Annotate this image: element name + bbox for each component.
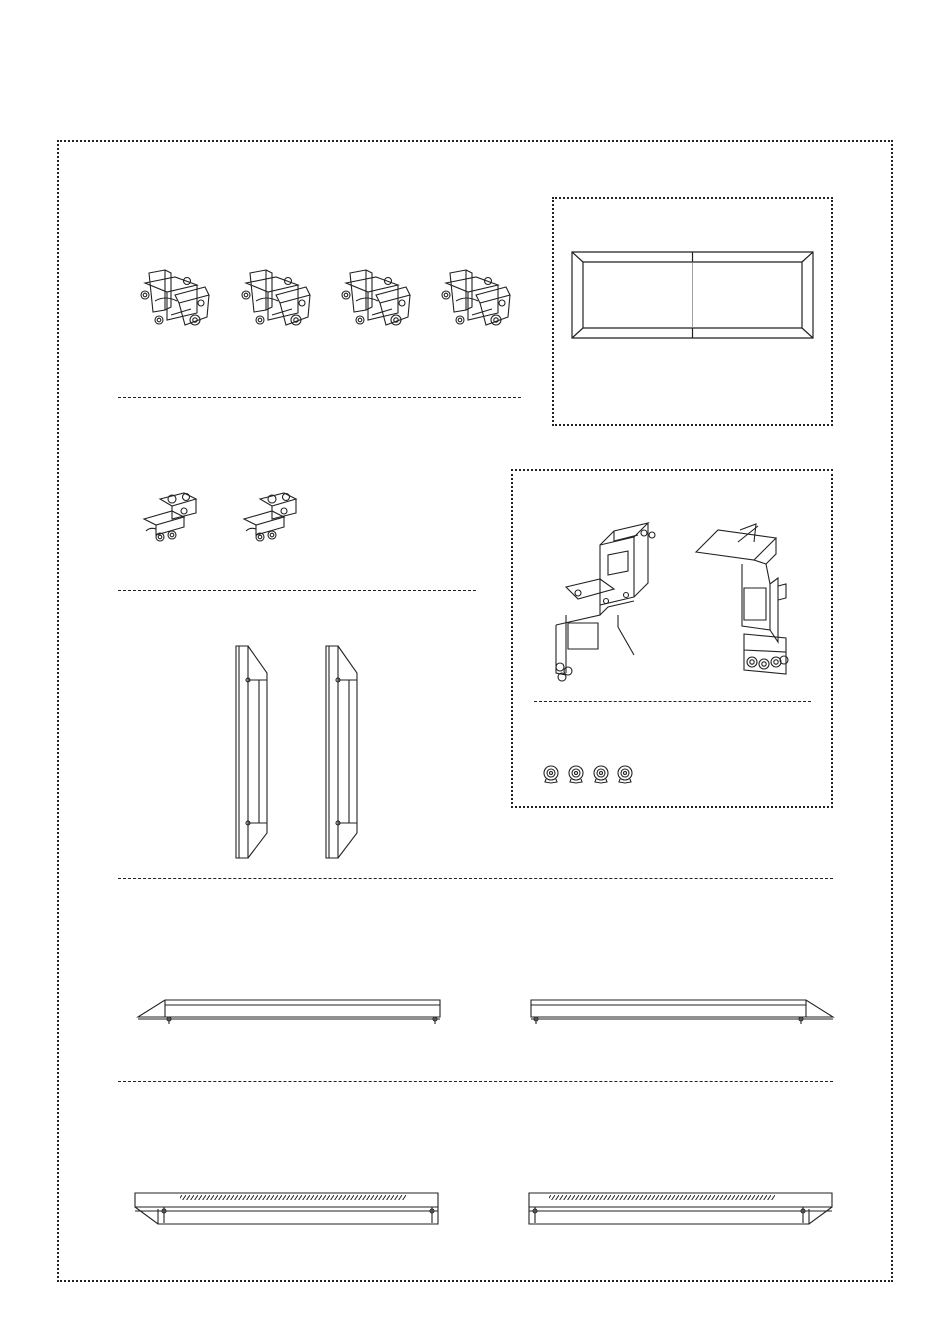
screw-icon <box>542 764 562 784</box>
vertical-rail-icon <box>235 645 269 859</box>
separator-line <box>118 878 833 879</box>
vertical-rail-icon <box>325 645 359 859</box>
separator-line <box>534 701 811 702</box>
separator-line <box>118 397 521 398</box>
small-connector-icon <box>238 489 300 547</box>
top-rail-left-icon <box>137 997 442 1025</box>
separator-line <box>118 590 476 591</box>
frame-panel-icon <box>571 251 814 339</box>
screw-icon <box>567 764 587 784</box>
screw-icon <box>616 764 636 784</box>
top-rail-right-icon <box>529 997 834 1025</box>
bottom-rail-left-icon <box>134 1189 440 1227</box>
corner-bracket-icon <box>135 265 215 335</box>
corner-bracket-icon <box>336 265 416 335</box>
bottom-rail-right-icon <box>527 1189 833 1227</box>
mounting-bracket-right-icon <box>692 522 796 678</box>
small-connector-icon <box>138 489 200 547</box>
screw-icon <box>592 764 612 784</box>
separator-line <box>118 1081 833 1082</box>
corner-bracket-icon <box>236 265 316 335</box>
mounting-bracket-left-icon <box>548 515 660 690</box>
corner-bracket-icon <box>436 265 516 335</box>
